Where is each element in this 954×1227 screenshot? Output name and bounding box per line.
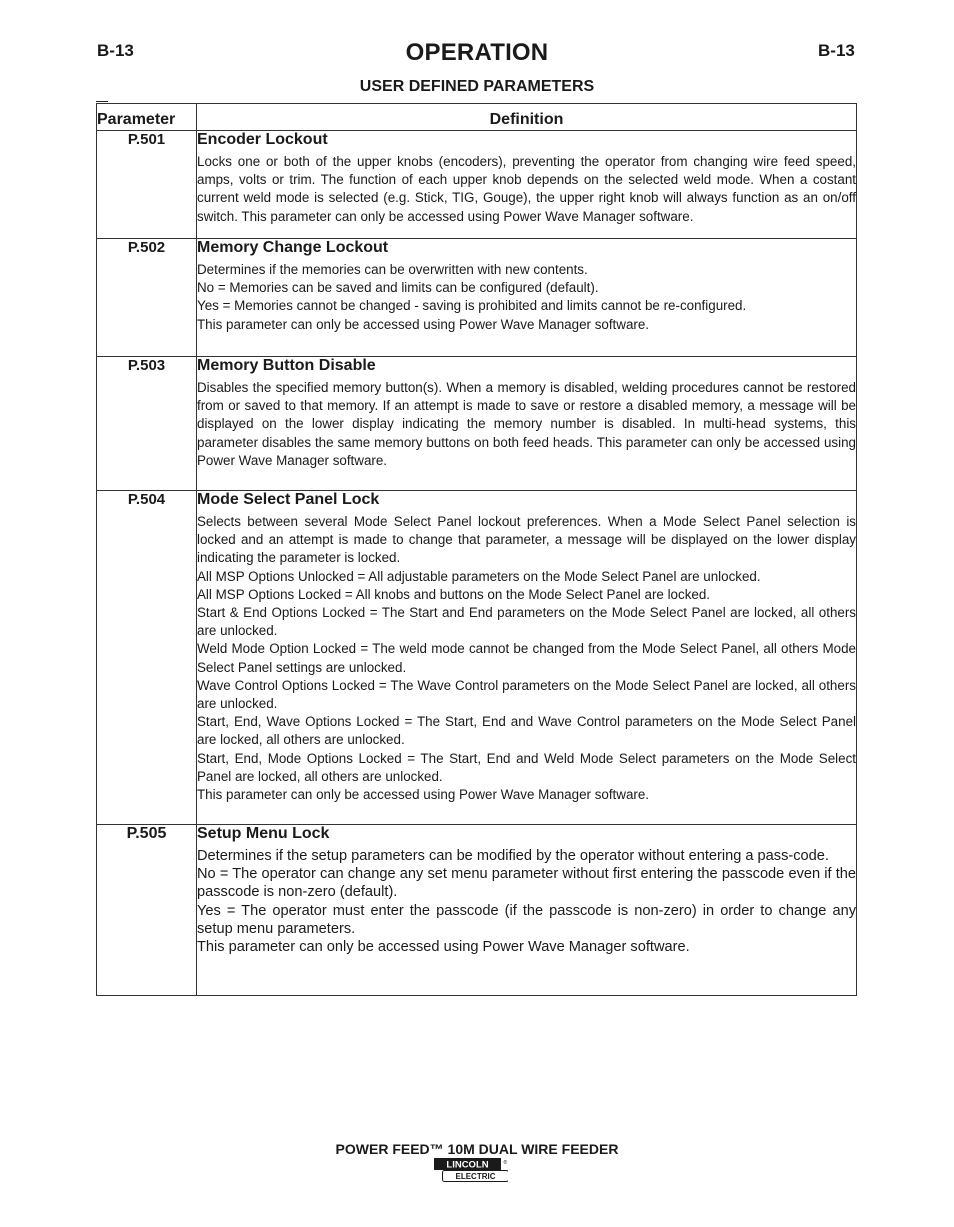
section-title: USER DEFINED PARAMETERS [359,78,595,95]
definition-line: All MSP Options Unlocked = All adjustable parameters on the Mode Select Panel are unlocked. [197,568,761,584]
table-row [97,239,857,357]
parameter-code: P.505 [97,825,197,996]
definition-line: Yes = Memories cannot be changed - saving is prohibited and limits cannot be re-configured. [197,298,747,314]
svg-text:®: ® [503,1160,508,1166]
parameter-title: Encoder Lockout [197,131,328,148]
parameter-code: P.501 [97,131,197,239]
definition-line: Start, End, Wave Options Locked = The Start, End and Wave Control parameters on the Mode Select Panel are locked, all others are unlocked. [197,714,856,748]
page-number-right: B-13 [818,41,855,60]
parameter-code: P.503 [97,357,197,491]
definition-line: Determines if the memories can be overwritten with new contents. [197,262,588,277]
definition-line: Start, End, Mode Options Locked = The Start, End and Weld Mode Select parameters on the Mode Select Panel are locked, all others are unlocked. [197,750,856,784]
parameter-definition [197,491,857,825]
definition-line: Yes = The operator must enter the passcode (if the passcode is non-zero) in order to change any setup menu parameters. [197,902,856,937]
definition-line: Selects between several Mode Select Panel lockout preferences. When a Mode Select Panel selection is locked and an attempt is made to change that parameter, a message will be displayed on the lower display indicating the parameter is locked. [197,514,856,566]
svg-text:LINCOLN: LINCOLN [446,1159,489,1171]
definition-line: All MSP Options Locked = All knobs and buttons on the Mode Select Panel are locked. [197,586,711,602]
column-header-definition: Definition [197,104,857,131]
parameter-title: Setup Menu Lock [197,825,330,842]
parameter-definition [197,357,857,491]
svg-text:ELECTRIC: ELECTRIC [455,1172,496,1181]
definition-line: Determines if the setup parameters can be modified by the operator without entering a pass-code. [197,848,829,864]
table-row [97,131,857,239]
definition-line: This parameter can only be accessed using Power Wave Manager software. [197,787,650,803]
parameter-definition [197,131,857,239]
lincoln-electric-logo [434,1158,508,1182]
parameter-definition [197,825,857,996]
definition-line: Weld Mode Option Locked = The weld mode cannot be changed from the Mode Select Panel, all others Mode Select Panel settings are unlocked. [197,641,856,675]
definition-line: No = Memories can be saved and limits can be configured (default). [197,280,599,296]
table-header-row [97,104,857,131]
parameter-definition [197,239,857,357]
page-number-left: B-13 [97,41,134,60]
definition-line: Wave Control Options Locked = The Wave Control parameters on the Mode Select Panel are locked, all others are unlocked. [197,677,856,712]
table-corner-tick [96,101,108,102]
page-title: OPERATION [405,39,549,66]
table-row [97,825,857,996]
parameter-title: Mode Select Panel Lock [197,491,380,508]
parameter-code: P.504 [97,491,197,825]
footer-product-name: POWER FEED™ 10M DUAL WIRE FEEDER [335,1141,619,1157]
definition-line: No = The operator can change any set menu parameter without first entering the passcode even if the passcode is non-zero (default). [197,866,856,901]
definition-line: Start & End Options Locked = The Start and End parameters on the Mode Select Panel are locked, all others are unlocked. [197,605,856,639]
column-header-parameter: Parameter [97,104,197,131]
parameter-title: Memory Change Lockout [197,239,389,256]
table-row [97,491,857,825]
definition-line: This parameter can only be accessed using Power Wave Manager software. [197,316,650,332]
parameter-title: Memory Button Disable [197,357,376,374]
definition-line: Disables the specified memory button(s). When a memory is disabled, welding procedures cannot be restored from or saved to that memory. If an attempt is made to save or restore a disabled memory, a message will be displayed on the lower display indicating the memory number is disabled. In multi-head systems, this parameter disables the same memory buttons on both feed heads. This parameter can only be accessed using Power Wave Manager software. [197,380,856,468]
table-row [97,357,857,491]
parameter-code: P.502 [97,239,197,357]
definition-line: Locks one or both of the upper knobs (encoders), preventing the operator from changing wire feed speed, amps, volts or trim. The function of each upper knob depends on the selected weld mode. When a costant current weld mode is selected (e.g. Stick, TIG, Gouge), the upper right knob will always function as an on/off switch. This parameter can only be accessed using Power Wave Manager software. [197,154,856,224]
definition-line: This parameter can only be accessed using Power Wave Manager software. [197,939,690,956]
parameters-table [96,103,857,996]
